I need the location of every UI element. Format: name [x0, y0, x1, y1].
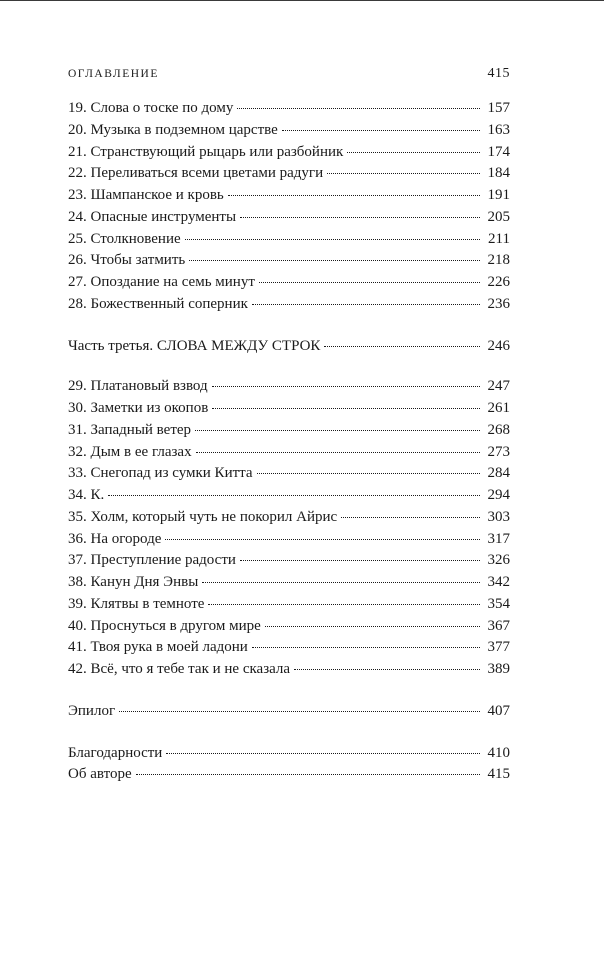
toc-entry[interactable]	[68, 185, 510, 207]
toc-entry[interactable]	[68, 294, 510, 316]
toc-entry-page: 367	[487, 617, 510, 634]
toc-entry-page: 191	[487, 187, 510, 203]
toc-entry-page: 284	[487, 465, 510, 482]
toc-entry-page: 211	[488, 230, 510, 247]
toc-entry-label: 37. Преступление радости	[68, 552, 236, 569]
toc-entry-part-three[interactable]	[68, 336, 510, 358]
toc-entry[interactable]	[68, 550, 510, 572]
toc-entry-label: 26. Чтобы затмить	[68, 252, 186, 269]
toc-entry-page: 157	[487, 100, 510, 116]
toc-entry[interactable]	[68, 507, 510, 529]
toc-entry-page: 184	[487, 165, 510, 182]
dot-leader	[240, 560, 480, 561]
dot-leader	[185, 239, 480, 240]
toc-entry[interactable]	[68, 659, 510, 681]
dot-leader	[257, 473, 480, 474]
dot-leader	[265, 626, 480, 627]
toc-entry[interactable]	[68, 420, 510, 442]
toc-entry-label: 42. Всё, что я тебе так и не сказала	[68, 661, 291, 677]
toc-entry[interactable]	[68, 616, 510, 638]
dot-leader	[240, 217, 480, 218]
dot-leader	[237, 108, 480, 109]
toc-entry[interactable]	[68, 120, 510, 142]
toc-entry-label: 34. К.	[68, 487, 105, 503]
dot-leader	[259, 282, 480, 283]
toc-entry-page: 377	[487, 639, 510, 656]
dot-leader	[212, 408, 480, 409]
toc-entry[interactable]	[68, 250, 510, 272]
toc-entry-page: 218	[487, 252, 510, 269]
toc-entry-label: 40. Проснуться в другом мире	[68, 617, 261, 634]
toc-entry-page: 174	[487, 143, 510, 160]
toc-entry[interactable]	[68, 272, 510, 294]
chapters-part-three	[68, 376, 510, 681]
toc-entry-label: Об авторе	[68, 766, 132, 783]
toc-entry[interactable]	[68, 485, 510, 507]
toc-entry-label: 29. Платановый взвод	[68, 378, 208, 395]
toc-entry-label: 24. Опасные инструменты	[68, 208, 237, 225]
toc-entry-label: 23. Шампанское и кровь	[68, 187, 224, 203]
toc-entry[interactable]	[68, 398, 510, 420]
dot-leader	[252, 647, 480, 648]
toc-entry[interactable]	[68, 229, 510, 251]
toc-entry-label: 19. Слова о тоске по дому	[68, 100, 234, 116]
toc-entry[interactable]	[68, 594, 510, 616]
toc-entry-label: 32. Дым в ее глазах	[68, 443, 192, 460]
toc-entry[interactable]	[68, 142, 510, 164]
toc-entry-label: Благодарности	[68, 744, 163, 761]
dot-leader	[136, 774, 480, 775]
toc-entry-label: 30. Заметки из окопов	[68, 400, 209, 416]
chapters-part-two	[68, 98, 510, 316]
toc-entry-page: 205	[487, 208, 510, 225]
toc-entry[interactable]	[68, 163, 510, 185]
toc-entry-label: 31. Западный ветер	[68, 421, 192, 438]
toc-entry[interactable]	[68, 764, 510, 786]
toc-entry[interactable]	[68, 637, 510, 659]
page-number: 415	[487, 66, 510, 81]
toc-entry-page: 261	[487, 400, 510, 416]
toc-entry-label: 39. Клятвы в темноте	[68, 595, 205, 612]
toc-entry-label: 25. Столкновение	[68, 230, 181, 247]
toc-entry-page: 268	[487, 421, 510, 438]
toc-entry-label: Часть третья. СЛОВА МЕЖДУ СТРОК	[68, 337, 321, 354]
toc-entry-page: 226	[487, 274, 510, 290]
toc-entry-label: 36. На огороде	[68, 530, 162, 547]
dot-leader	[212, 386, 480, 387]
toc-entry-page: 415	[487, 766, 510, 783]
toc-entry[interactable]	[68, 442, 510, 464]
toc-entry[interactable]	[68, 743, 510, 765]
toc-entry-page: 246	[487, 337, 510, 354]
toc-entry-epilogue[interactable]	[68, 701, 510, 723]
dot-leader	[341, 517, 480, 518]
toc-entry-label: 21. Странствующий рыцарь или разбойник	[68, 143, 344, 160]
toc-entry-label: 38. Канун Дня Энвы	[68, 574, 199, 590]
dot-leader	[166, 753, 480, 754]
top-border	[0, 0, 604, 1]
dot-leader	[252, 304, 480, 305]
dot-leader	[347, 152, 480, 153]
table-of-contents	[68, 98, 510, 786]
toc-entry-page: 354	[487, 595, 510, 612]
toc-entry-page: 303	[487, 508, 510, 525]
toc-entry-page: 342	[487, 574, 510, 590]
toc-entry-page: 247	[487, 378, 510, 395]
toc-entry-label: 22. Переливаться всеми цветами радуги	[68, 165, 324, 182]
toc-entry-page: 407	[487, 702, 510, 719]
toc-entry-label: 27. Опоздание на семь минут	[68, 274, 255, 290]
toc-entry-page: 163	[487, 121, 510, 138]
dot-leader	[324, 346, 480, 347]
dot-leader	[294, 669, 480, 670]
toc-entry-label: 28. Божественный соперник	[68, 295, 248, 312]
dot-leader	[196, 452, 480, 453]
dot-leader	[327, 173, 480, 174]
toc-entry-label: 20. Музыка в подземном царстве	[68, 121, 278, 138]
toc-entry[interactable]	[68, 98, 510, 120]
dot-leader	[108, 495, 480, 496]
dot-leader	[228, 195, 480, 196]
running-header	[68, 66, 510, 82]
dot-leader	[282, 130, 480, 131]
toc-entry[interactable]	[68, 463, 510, 485]
toc-entry-page: 294	[487, 487, 510, 503]
dot-leader	[119, 711, 480, 712]
toc-entry[interactable]	[68, 376, 510, 398]
toc-entry-page: 389	[487, 661, 510, 677]
toc-entry-page: 273	[487, 443, 510, 460]
back-matter	[68, 743, 510, 787]
toc-entry-label: 33. Снегопад из сумки Китта	[68, 465, 253, 482]
toc-entry[interactable]	[68, 207, 510, 229]
toc-entry-page: 236	[487, 295, 510, 312]
toc-entry-page: 326	[487, 552, 510, 569]
dot-leader	[189, 260, 480, 261]
running-header-title: ОГЛАВЛЕНИЕ	[68, 68, 159, 80]
toc-entry-label: Эпилог	[68, 702, 116, 719]
toc-entry-page: 317	[487, 530, 510, 547]
toc-entry[interactable]	[68, 529, 510, 551]
dot-leader	[208, 604, 480, 605]
toc-entry-label: 41. Твоя рука в моей ладони	[68, 639, 248, 656]
dot-leader	[195, 430, 480, 431]
toc-entry[interactable]	[68, 572, 510, 594]
toc-entry-label: 35. Холм, который чуть не покорил Айрис	[68, 508, 338, 525]
dot-leader	[202, 582, 480, 583]
dot-leader	[165, 539, 480, 540]
toc-entry-page: 410	[487, 744, 510, 761]
